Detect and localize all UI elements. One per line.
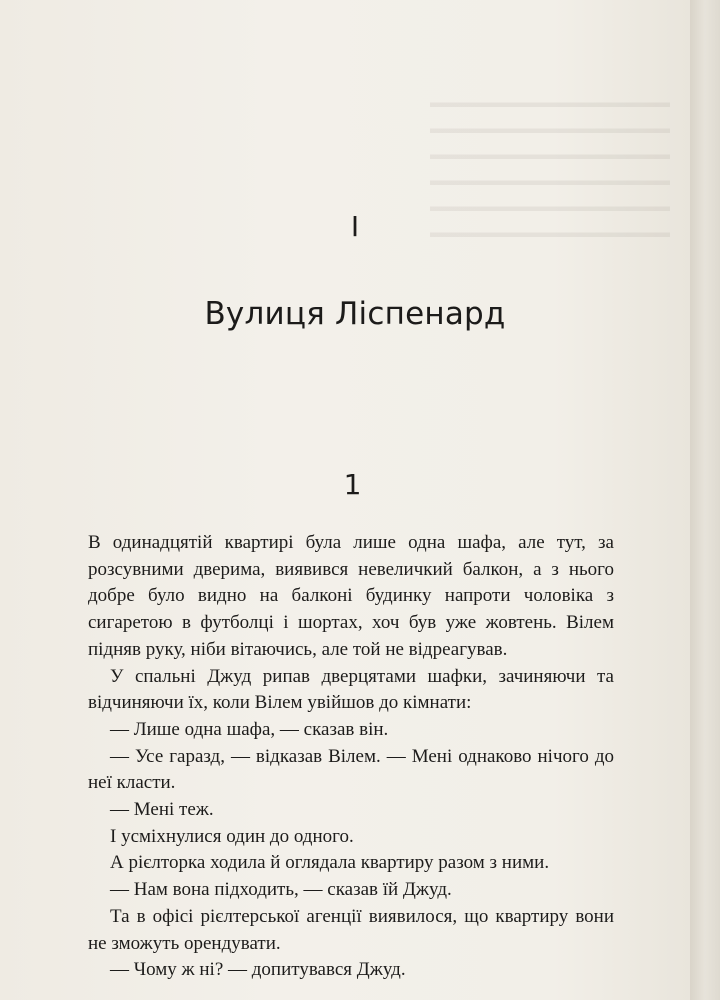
- chapter-body: [88, 530, 614, 984]
- paragraph: В одинадцятій квартирі була лише одна шафа, але тут, за розсувними дверима, виявився невеличкий балкон, а з нього добре було видно на балконі будинку напроти чоловіка з сигаретою в футболці і шортах, хоч був уже жовтень. Вілем підняв руку, ніби вітаючись, але той не відреагував.: [88, 532, 614, 660]
- paragraph: — Нам вона підходить, — сказав їй Джуд.: [110, 879, 452, 901]
- paragraph: — Мені теж.: [110, 799, 214, 821]
- paragraph: — Лише одна шафа, — сказав він.: [110, 718, 389, 740]
- chapter-number: 1: [343, 468, 362, 501]
- part-title: Вулиця Ліспенард: [204, 296, 506, 332]
- paragraph: — Усе гаразд, — відказав Вілем. — Мені однаково нічого до неї класти.: [88, 745, 614, 794]
- paragraph: І усміхнулися один до одного.: [110, 825, 354, 847]
- page-edge: [690, 0, 720, 1000]
- paragraph: Та в офісі рієлтерської агенції виявилося, що квартиру вони не зможуть орендувати.: [88, 905, 614, 954]
- bleed-through-texture: ▬▬▬▬▬▬▬▬▬▬▬▬▬▬▬▬ ▬▬▬▬▬▬▬▬▬▬▬▬▬▬▬▬ ▬▬▬▬▬▬▬▬▬▬▬▬▬▬▬▬ ▬▬▬▬▬▬▬▬▬▬▬▬▬▬▬▬ ▬▬▬▬▬▬▬▬▬▬▬▬▬▬▬▬ ▬▬▬▬▬▬▬▬▬▬▬▬▬▬▬▬: [430, 95, 670, 241]
- paragraph: — Чому ж ні? — допитувався Джуд.: [110, 959, 406, 981]
- paragraph: А рієлторка ходила й оглядала квартиру разом з ними.: [110, 852, 550, 874]
- part-number: I: [350, 210, 360, 243]
- paragraph: У спальні Джуд рипав дверцятами шафки, зачиняючи та відчиняючи їх, коли Вілем увійшов до кімнати:: [88, 665, 614, 714]
